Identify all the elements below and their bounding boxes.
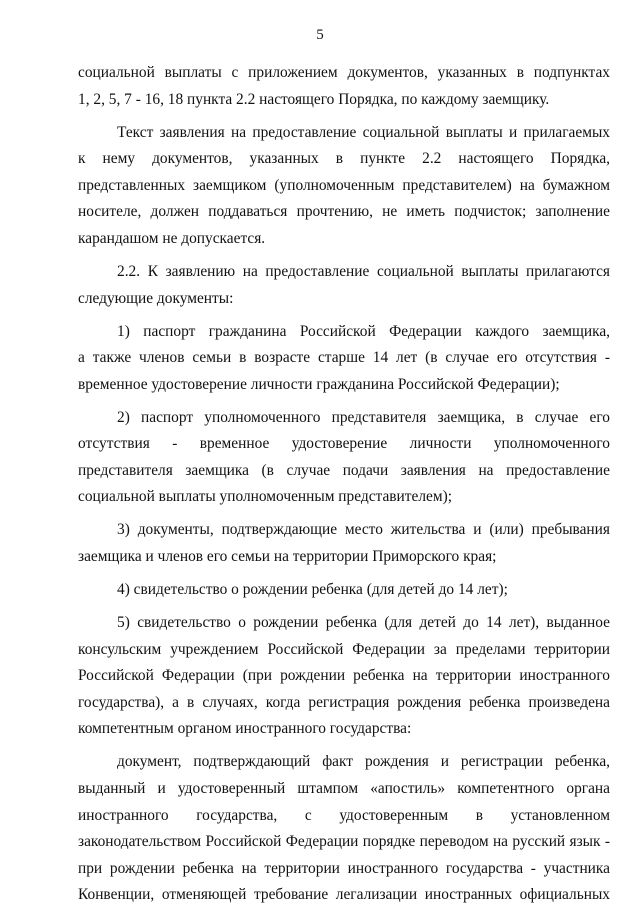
text-line: Российской Федерации (при рождении ребенка на территории иностранного — [78, 667, 610, 685]
text-line: представителя заемщика (в случае подачи заявления на предоставление — [78, 461, 610, 479]
paragraph-clause-2-2 — [78, 259, 610, 312]
text-line: 1) паспорт гражданина Российской Федерации каждого заемщика, — [117, 322, 610, 340]
list-item-5 — [78, 610, 610, 743]
text-line: законодательством Российской Федерации порядке переводом на русский язык - — [78, 833, 610, 851]
text-line: консульским учреждением Российской Федерации за пределами территории — [78, 640, 610, 658]
text-line: 4) свидетельство о рождении ребенка (для детей до 14 лет); — [117, 581, 508, 599]
document-body — [78, 60, 610, 909]
text-line: государства), а в случаях, когда регистрация рождения ребенка произведена — [78, 693, 610, 711]
text-line: 2) паспорт уполномоченного представителя заемщика, в случае его — [117, 408, 610, 426]
text-line: компетентным органом иностранного государства: — [78, 720, 412, 738]
text-line: социальной выплаты уполномоченным представителем); — [78, 488, 452, 506]
list-item-2 — [78, 405, 610, 511]
text-line: заемщика и членов его семьи на территории Приморского края; — [78, 548, 497, 566]
text-line: карандашом не допускается. — [78, 229, 266, 247]
text-line: 5) свидетельство о рождении ребенка (для детей до 14 лет), выданное — [117, 614, 610, 632]
text-line: выданный и удостоверенный штампом «апостиль» компетентного органа — [78, 779, 610, 797]
text-line: иностранного государства, с удостоверенным в установленном — [78, 806, 610, 824]
text-line: представленных заемщиком (уполномоченным представителем) на бумажном — [78, 176, 610, 194]
list-item-4 — [78, 577, 610, 604]
paragraph-apostille-document — [78, 749, 610, 909]
list-item-3 — [78, 517, 610, 570]
paragraph-continuation — [78, 60, 610, 113]
text-line: Конвенции, отменяющей требование легализации иностранных официальных — [78, 886, 610, 904]
text-line: следующие документы: — [78, 289, 234, 307]
text-line: документ, подтверждающий факт рождения и регистрации ребенка, — [117, 753, 610, 771]
text-line: временное удостоверение личности гражданина Российской Федерации); — [78, 375, 560, 393]
page-number: 5 — [316, 27, 324, 43]
text-line: 1, 2, 5, 7 - 16, 18 пункта 2.2 настоящего Порядка, по каждому заемщику. — [78, 90, 550, 108]
text-line: носителе, должен поддаваться прочтению, не иметь подчисток; заполнение — [78, 203, 610, 221]
text-line: Текст заявления на предоставление социальной выплаты и прилагаемых — [117, 123, 610, 141]
text-line: социальной выплаты с приложением документов, указанных в подпунктах — [78, 64, 610, 81]
text-line: при рождении ребенка на территории иностранного государства - участника — [78, 859, 610, 877]
text-line: к нему документов, указанных в пункте 2.2 настоящего Порядка, — [78, 150, 610, 168]
paragraph-text-requirements — [78, 120, 610, 253]
text-line: а также членов семьи в возрасте старше 14 лет (в случае его отсутствия - — [78, 349, 610, 367]
text-line: 2.2. К заявлению на предоставление социальной выплаты прилагаются — [117, 262, 610, 280]
list-item-1 — [78, 319, 610, 399]
text-line: 3) документы, подтверждающие место жительства и (или) пребывания — [117, 521, 610, 539]
text-line: отсутствия - временное удостоверение личности уполномоченного — [78, 435, 610, 453]
